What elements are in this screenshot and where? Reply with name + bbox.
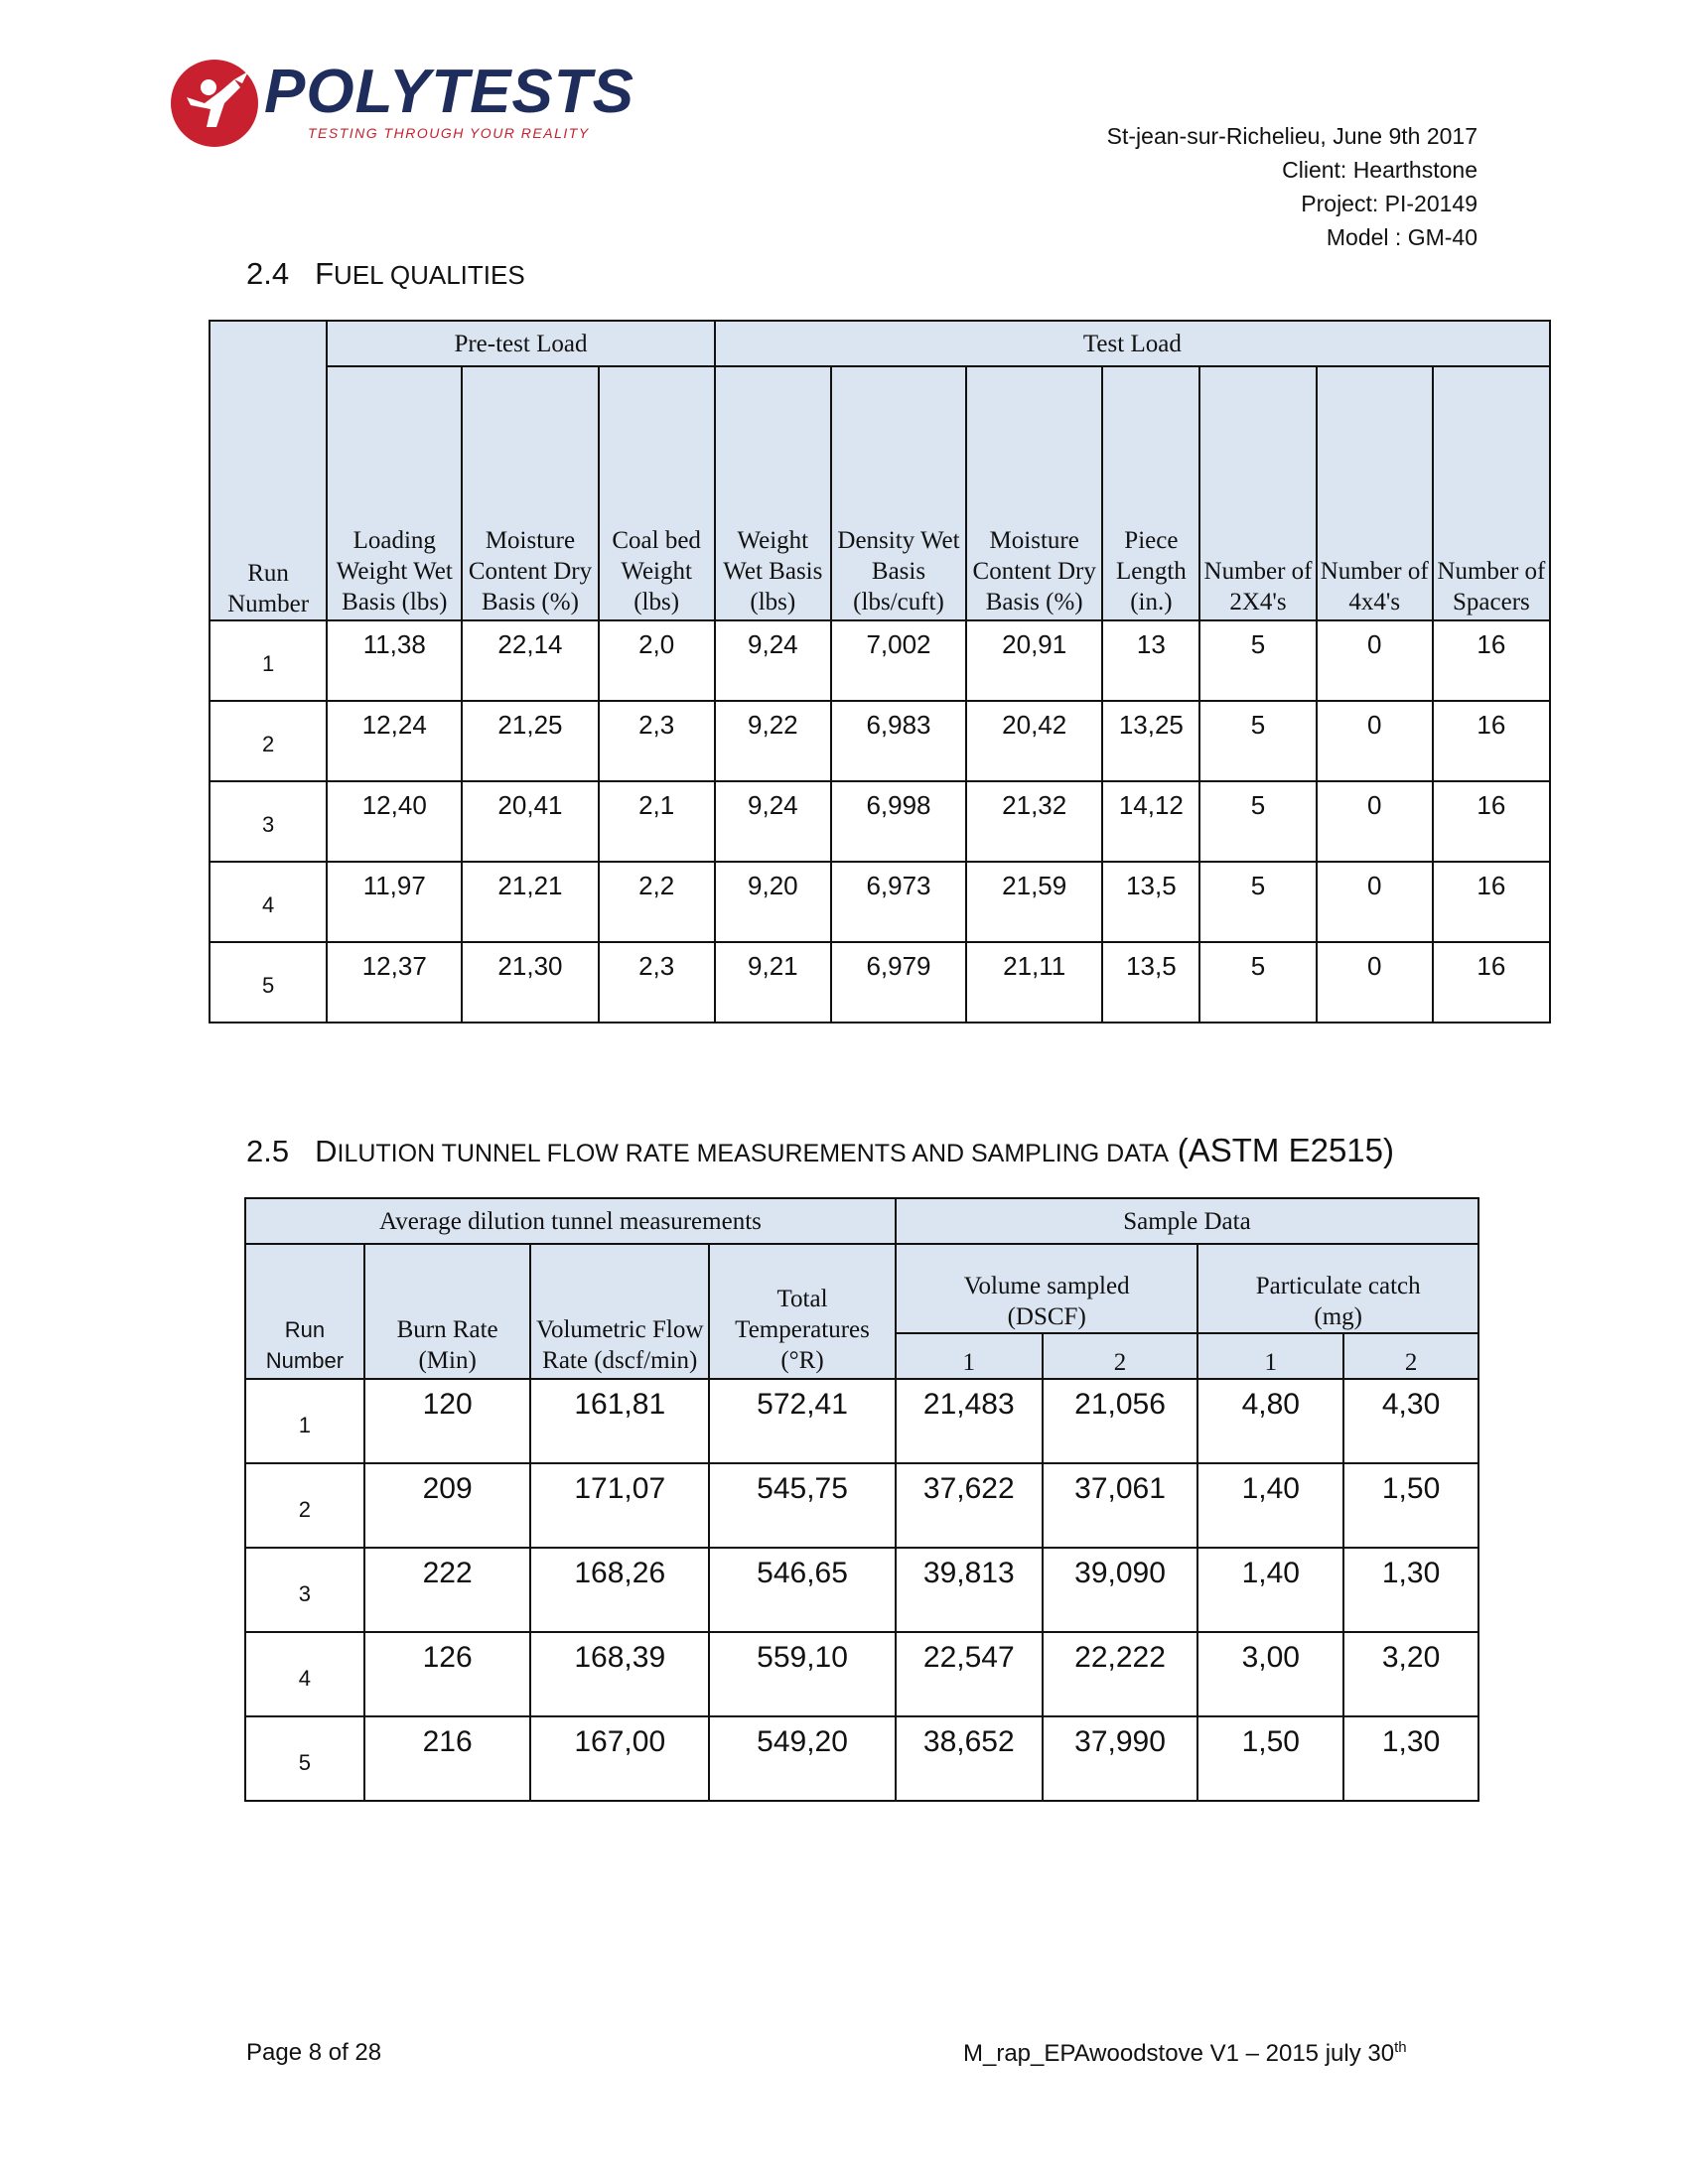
table-cell: 0 — [1317, 701, 1433, 781]
brand-tagline: TESTING THROUGH YOUR REALITY — [308, 125, 590, 141]
table-row — [245, 1463, 1478, 1548]
table-row — [245, 1379, 1478, 1463]
table-cell: 21,25 — [462, 701, 598, 781]
table-cell: 14,12 — [1102, 781, 1199, 862]
table-row — [210, 862, 1550, 942]
table-cell: 4,80 — [1197, 1379, 1343, 1463]
subcol-particulate-1: 1 — [1197, 1333, 1343, 1379]
table-cell: 1,30 — [1343, 1548, 1478, 1632]
table-cell: 16 — [1433, 942, 1550, 1023]
col-number-4x4: Number of 4x4's — [1317, 366, 1433, 620]
col-particulate-catch: Particulate catch (mg) — [1197, 1244, 1478, 1333]
table-cell: 4,30 — [1343, 1379, 1478, 1463]
col-volume-sampled: Volume sampled (DSCF) — [896, 1244, 1198, 1333]
table-cell: 168,39 — [530, 1632, 709, 1716]
subcol-volume-1: 1 — [896, 1333, 1043, 1379]
col-loading-weight: Loading Weight Wet Basis (lbs) — [327, 366, 462, 620]
table-cell: 38,652 — [896, 1716, 1043, 1801]
table-cell: 222 — [364, 1548, 531, 1632]
table-cell: 21,483 — [896, 1379, 1043, 1463]
group-average-measurements: Average dilution tunnel measurements — [245, 1198, 896, 1244]
table-cell: 161,81 — [530, 1379, 709, 1463]
table-cell: 2,3 — [599, 701, 715, 781]
table-cell: 2,1 — [599, 781, 715, 862]
table-cell: 12,37 — [327, 942, 462, 1023]
table-cell: 3,20 — [1343, 1632, 1478, 1716]
table-cell: 167,00 — [530, 1716, 709, 1801]
table-cell: 13,5 — [1102, 942, 1199, 1023]
table-cell: 4 — [210, 862, 327, 942]
table-cell: 37,061 — [1043, 1463, 1198, 1548]
table-cell: 171,07 — [530, 1463, 709, 1548]
col-number-spacers: Number of Spacers — [1433, 366, 1550, 620]
table-row — [210, 781, 1550, 862]
table-cell: 1,50 — [1343, 1463, 1478, 1548]
table-cell: 1,30 — [1343, 1716, 1478, 1801]
col-density: Density Wet Basis (lbs/cuft) — [831, 366, 966, 620]
table-cell: 12,24 — [327, 701, 462, 781]
table-cell: 209 — [364, 1463, 531, 1548]
col-pretest-moisture: Moisture Content Dry Basis (%) — [462, 366, 598, 620]
section-title-rest: UEL QUALITIES — [334, 260, 525, 290]
table-cell: 0 — [1317, 942, 1433, 1023]
project-line: Project: PI-20149 — [1301, 191, 1477, 216]
table-cell: 1,50 — [1197, 1716, 1343, 1801]
table-cell: 0 — [1317, 620, 1433, 701]
table-cell: 20,42 — [966, 701, 1102, 781]
model-line: Model : GM-40 — [1326, 224, 1477, 250]
table-row — [210, 701, 1550, 781]
table-cell: 5 — [1199, 701, 1316, 781]
table-cell: 22,14 — [462, 620, 598, 701]
table-cell: 16 — [1433, 620, 1550, 701]
col-volumetric-flow: Volumetric Flow Rate (dscf/min) — [530, 1244, 709, 1379]
section-title-initial: D — [315, 1134, 338, 1168]
table-cell: 11,38 — [327, 620, 462, 701]
table-cell: 21,59 — [966, 862, 1102, 942]
table-cell: 4 — [245, 1632, 364, 1716]
table-cell: 2,3 — [599, 942, 715, 1023]
section-title-dilution-tunnel — [246, 1132, 1394, 1169]
table-cell: 216 — [364, 1716, 531, 1801]
table-cell: 9,24 — [715, 620, 831, 701]
page-number: Page 8 of 28 — [246, 2039, 382, 2066]
table-cell: 13 — [1102, 620, 1199, 701]
brand-name: POLYTESTS — [264, 58, 635, 126]
table-cell: 5 — [1199, 862, 1316, 942]
report-header-info — [1107, 119, 1477, 254]
table-cell: 546,65 — [709, 1548, 896, 1632]
section-title-fuel-qualities — [246, 256, 525, 292]
table-row — [245, 1632, 1478, 1716]
table-cell: 21,32 — [966, 781, 1102, 862]
table-cell: 22,222 — [1043, 1632, 1198, 1716]
table-cell: 5 — [1199, 781, 1316, 862]
table-cell: 3 — [245, 1548, 364, 1632]
table-cell: 9,20 — [715, 862, 831, 942]
table-cell: 6,983 — [831, 701, 966, 781]
table-cell: 572,41 — [709, 1379, 896, 1463]
table-cell: 168,26 — [530, 1548, 709, 1632]
table-cell: 16 — [1433, 862, 1550, 942]
polytests-logo-icon — [169, 58, 260, 149]
table-cell: 9,22 — [715, 701, 831, 781]
table-cell: 2,0 — [599, 620, 715, 701]
table-cell: 6,973 — [831, 862, 966, 942]
table-cell: 20,91 — [966, 620, 1102, 701]
table-cell: 5 — [245, 1716, 364, 1801]
client-line: Client: Hearthstone — [1282, 157, 1477, 183]
table-cell: 545,75 — [709, 1463, 896, 1548]
col-burn-rate: Burn Rate (Min) — [364, 1244, 531, 1379]
table-cell: 37,622 — [896, 1463, 1043, 1548]
table-cell: 37,990 — [1043, 1716, 1198, 1801]
section-title-standard: (ASTM E2515) — [1177, 1132, 1394, 1168]
table-cell: 11,97 — [327, 862, 462, 942]
subcol-particulate-2: 2 — [1343, 1333, 1478, 1379]
table-cell: 1,40 — [1197, 1548, 1343, 1632]
table-cell: 5 — [210, 942, 327, 1023]
table-cell: 120 — [364, 1379, 531, 1463]
table-cell: 21,21 — [462, 862, 598, 942]
table-cell: 13,5 — [1102, 862, 1199, 942]
table-cell: 12,40 — [327, 781, 462, 862]
table-cell: 21,11 — [966, 942, 1102, 1023]
subcol-volume-2: 2 — [1043, 1333, 1198, 1379]
col-piece-length: Piece Length (in.) — [1102, 366, 1199, 620]
dilution-tunnel-table — [244, 1197, 1479, 1802]
table-cell: 2,2 — [599, 862, 715, 942]
table-cell: 2 — [210, 701, 327, 781]
table-cell: 1,40 — [1197, 1463, 1343, 1548]
table-cell: 9,21 — [715, 942, 831, 1023]
group-sample-data: Sample Data — [896, 1198, 1478, 1244]
table-cell: 1 — [210, 620, 327, 701]
table-cell: 6,979 — [831, 942, 966, 1023]
table-cell: 0 — [1317, 781, 1433, 862]
table-cell: 5 — [1199, 620, 1316, 701]
col-run-number: Run Number — [245, 1244, 364, 1379]
table-cell: 16 — [1433, 781, 1550, 862]
table-row — [210, 942, 1550, 1023]
table-cell: 9,24 — [715, 781, 831, 862]
col-test-moisture: Moisture Content Dry Basis (%) — [966, 366, 1102, 620]
table-row — [245, 1716, 1478, 1801]
table-cell: 13,25 — [1102, 701, 1199, 781]
table-cell: 6,998 — [831, 781, 966, 862]
table-cell: 21,30 — [462, 942, 598, 1023]
location-date: St-jean-sur-Richelieu, June 9th 2017 — [1106, 123, 1477, 149]
table-cell: 0 — [1317, 862, 1433, 942]
fuel-qualities-table — [209, 320, 1551, 1024]
table-cell: 16 — [1433, 701, 1550, 781]
table-row — [210, 620, 1550, 701]
col-number-2x4: Number of 2X4's — [1199, 366, 1316, 620]
table-cell: 21,056 — [1043, 1379, 1198, 1463]
table-cell: 559,10 — [709, 1632, 896, 1716]
section-title-rest: ILUTION TUNNEL FLOW RATE MEASUREMENTS AND SAMPLING DATA — [337, 1140, 1170, 1167]
table-cell: 39,813 — [896, 1548, 1043, 1632]
col-test-weight: Weight Wet Basis (lbs) — [715, 366, 831, 620]
table-cell: 7,002 — [831, 620, 966, 701]
col-run-number: Run Number — [210, 321, 327, 620]
company-logo — [169, 58, 635, 147]
table-cell: 2 — [245, 1463, 364, 1548]
table-cell: 5 — [1199, 942, 1316, 1023]
group-test-load: Test Load — [715, 321, 1550, 366]
col-coal-bed-weight: Coal bed Weight (lbs) — [599, 366, 715, 620]
table-cell: 20,41 — [462, 781, 598, 862]
group-pretest-load: Pre-test Load — [327, 321, 715, 366]
table-cell: 549,20 — [709, 1716, 896, 1801]
section-number: 2.5 — [246, 1134, 290, 1168]
table-row — [245, 1548, 1478, 1632]
section-number: 2.4 — [246, 256, 290, 291]
table-cell: 1 — [245, 1379, 364, 1463]
table-cell: 22,547 — [896, 1632, 1043, 1716]
table-cell: 3,00 — [1197, 1632, 1343, 1716]
table-cell: 39,090 — [1043, 1548, 1198, 1632]
table-cell: 126 — [364, 1632, 531, 1716]
table-cell: 3 — [210, 781, 327, 862]
section-title-initial: F — [315, 256, 335, 291]
document-reference: M_rap_EPAwoodstove V1 – 2015 july 30th — [963, 2039, 1407, 2067]
col-total-temperatures: Total Temperatures (°R) — [709, 1244, 896, 1379]
